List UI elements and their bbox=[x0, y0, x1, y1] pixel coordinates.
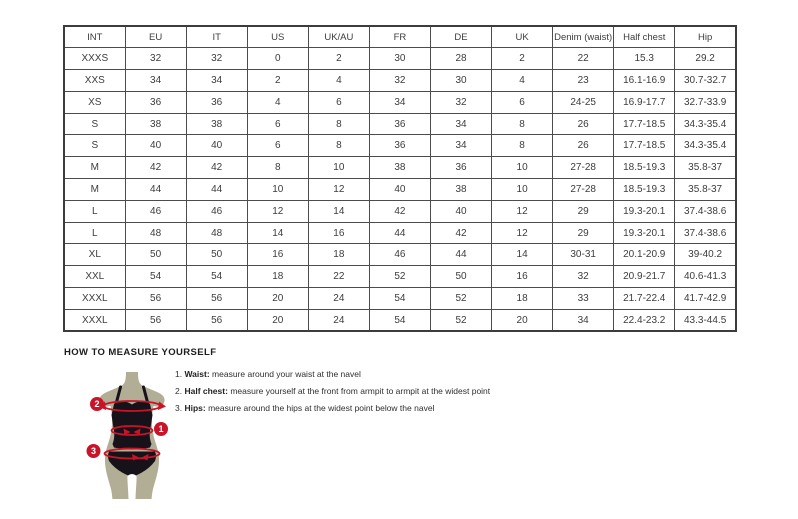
table-cell: 32 bbox=[186, 48, 247, 70]
table-cell: 8 bbox=[492, 113, 553, 135]
table-cell: 27-28 bbox=[553, 179, 614, 201]
table-cell: 18.5-19.3 bbox=[614, 179, 675, 201]
table-cell: 46 bbox=[186, 200, 247, 222]
table-cell: 17.7-18.5 bbox=[614, 135, 675, 157]
table-cell: 42 bbox=[369, 200, 430, 222]
table-cell: 46 bbox=[369, 244, 430, 266]
table-cell: 56 bbox=[125, 309, 186, 331]
table-row bbox=[64, 91, 736, 113]
table-cell: 52 bbox=[430, 309, 491, 331]
table-cell: 40.6-41.3 bbox=[675, 266, 736, 288]
table-cell: 33 bbox=[553, 288, 614, 310]
table-cell: 14 bbox=[247, 222, 308, 244]
table-cell: 29.2 bbox=[675, 48, 736, 70]
table-row bbox=[64, 135, 736, 157]
table-row bbox=[64, 266, 736, 288]
table-cell: 15.3 bbox=[614, 48, 675, 70]
size-label-cell: XXS bbox=[64, 70, 125, 92]
table-cell: 24-25 bbox=[553, 91, 614, 113]
table-cell: 10 bbox=[308, 157, 369, 179]
table-cell: 40 bbox=[369, 179, 430, 201]
size-label-cell: M bbox=[64, 157, 125, 179]
size-label-cell: L bbox=[64, 222, 125, 244]
measure-section-title: HOW TO MEASURE YOURSELF bbox=[64, 347, 217, 358]
table-cell: 54 bbox=[369, 288, 430, 310]
column-header: Hip bbox=[675, 26, 736, 48]
table-cell: 37.4-38.6 bbox=[675, 200, 736, 222]
table-cell: 35.8-37 bbox=[675, 157, 736, 179]
table-cell: 26 bbox=[553, 135, 614, 157]
table-cell: 12 bbox=[308, 179, 369, 201]
table-cell: 18 bbox=[308, 244, 369, 266]
table-cell: 39-40.2 bbox=[675, 244, 736, 266]
table-cell: 10 bbox=[247, 179, 308, 201]
badge-chest bbox=[90, 397, 104, 411]
instruction-number: 1. bbox=[175, 369, 183, 379]
table-cell: 32.7-33.9 bbox=[675, 91, 736, 113]
table-cell: 34 bbox=[430, 135, 491, 157]
table-cell: 8 bbox=[247, 157, 308, 179]
table-cell: 46 bbox=[125, 200, 186, 222]
table-cell: 50 bbox=[430, 266, 491, 288]
table-cell: 20.1-20.9 bbox=[614, 244, 675, 266]
table-cell: 30-31 bbox=[553, 244, 614, 266]
table-cell: 40 bbox=[430, 200, 491, 222]
table-cell: 6 bbox=[492, 91, 553, 113]
table-cell: 2 bbox=[247, 70, 308, 92]
table-cell: 6 bbox=[308, 91, 369, 113]
table-cell: 29 bbox=[553, 200, 614, 222]
table-cell: 10 bbox=[492, 157, 553, 179]
instruction-text: measure yourself at the front from armpit to armpit at the widest point bbox=[230, 386, 491, 396]
table-cell: 24 bbox=[308, 288, 369, 310]
column-header: UK/AU bbox=[308, 26, 369, 48]
table-cell: 6 bbox=[247, 113, 308, 135]
table-cell: 48 bbox=[125, 222, 186, 244]
table-cell: 4 bbox=[247, 91, 308, 113]
measure-instructions bbox=[175, 369, 515, 420]
table-header-row bbox=[64, 26, 736, 48]
table-cell: 16 bbox=[492, 266, 553, 288]
measurement-figure bbox=[80, 371, 185, 501]
table-row bbox=[64, 222, 736, 244]
table-cell: 56 bbox=[186, 288, 247, 310]
table-cell: 52 bbox=[430, 288, 491, 310]
size-label-cell: L bbox=[64, 200, 125, 222]
table-cell: 20.9-21.7 bbox=[614, 266, 675, 288]
table-cell: 12 bbox=[247, 200, 308, 222]
table-cell: 42 bbox=[125, 157, 186, 179]
badge-chest-number: 2 bbox=[94, 399, 100, 410]
table-cell: 34 bbox=[430, 113, 491, 135]
table-cell: 44 bbox=[125, 179, 186, 201]
table-cell: 27-28 bbox=[553, 157, 614, 179]
column-header: Half chest bbox=[614, 26, 675, 48]
table-cell: 16 bbox=[247, 244, 308, 266]
size-label-cell: XXXL bbox=[64, 309, 125, 331]
table-row bbox=[64, 113, 736, 135]
table-cell: 6 bbox=[247, 135, 308, 157]
instruction-half-chest bbox=[175, 386, 515, 396]
table-cell: 54 bbox=[369, 309, 430, 331]
table-cell: 10 bbox=[492, 179, 553, 201]
table-cell: 43.3-44.5 bbox=[675, 309, 736, 331]
table-cell: 50 bbox=[186, 244, 247, 266]
table-row bbox=[64, 288, 736, 310]
table-cell: 20 bbox=[492, 309, 553, 331]
table-cell: 32 bbox=[369, 70, 430, 92]
column-header: IT bbox=[186, 26, 247, 48]
table-row bbox=[64, 244, 736, 266]
table-cell: 40 bbox=[125, 135, 186, 157]
table-cell: 21.7-22.4 bbox=[614, 288, 675, 310]
table-cell: 44 bbox=[430, 244, 491, 266]
table-cell: 50 bbox=[125, 244, 186, 266]
table-cell: 34.3-35.4 bbox=[675, 113, 736, 135]
column-header: US bbox=[247, 26, 308, 48]
table-row bbox=[64, 70, 736, 92]
table-cell: 38 bbox=[186, 113, 247, 135]
table-cell: 14 bbox=[492, 244, 553, 266]
instruction-waist bbox=[175, 369, 515, 379]
table-cell: 44 bbox=[369, 222, 430, 244]
table-cell: 19.3-20.1 bbox=[614, 222, 675, 244]
table-cell: 18.5-19.3 bbox=[614, 157, 675, 179]
table-cell: 2 bbox=[308, 48, 369, 70]
table-cell: 30 bbox=[430, 70, 491, 92]
badge-waist-number: 1 bbox=[158, 424, 164, 435]
table-row bbox=[64, 179, 736, 201]
table-cell: 54 bbox=[125, 266, 186, 288]
badge-hips-number: 3 bbox=[90, 446, 97, 457]
table-cell: 22 bbox=[308, 266, 369, 288]
table-cell: 34 bbox=[369, 91, 430, 113]
table-cell: 34.3-35.4 bbox=[675, 135, 736, 157]
table-cell: 41.7-42.9 bbox=[675, 288, 736, 310]
column-header: DE bbox=[430, 26, 491, 48]
table-cell: 42 bbox=[186, 157, 247, 179]
table-cell: 36 bbox=[369, 113, 430, 135]
table-cell: 52 bbox=[369, 266, 430, 288]
table-cell: 32 bbox=[430, 91, 491, 113]
table-cell: 32 bbox=[553, 266, 614, 288]
size-label-cell: XXXS bbox=[64, 48, 125, 70]
table-cell: 14 bbox=[308, 200, 369, 222]
table-cell: 30.7-32.7 bbox=[675, 70, 736, 92]
table-cell: 22 bbox=[553, 48, 614, 70]
table-cell: 2 bbox=[492, 48, 553, 70]
size-label-cell: S bbox=[64, 113, 125, 135]
table-cell: 36 bbox=[186, 91, 247, 113]
instruction-number: 3. bbox=[175, 403, 183, 413]
instruction-number: 2. bbox=[175, 386, 183, 396]
table-cell: 44 bbox=[186, 179, 247, 201]
table-cell: 36 bbox=[430, 157, 491, 179]
table-row bbox=[64, 48, 736, 70]
size-label-cell: XXL bbox=[64, 266, 125, 288]
table-cell: 34 bbox=[553, 309, 614, 331]
table-cell: 20 bbox=[247, 288, 308, 310]
table-cell: 12 bbox=[492, 200, 553, 222]
size-label-cell: M bbox=[64, 179, 125, 201]
table-row bbox=[64, 157, 736, 179]
table-cell: 8 bbox=[492, 135, 553, 157]
table-cell: 54 bbox=[186, 266, 247, 288]
instruction-text: measure around the hips at the widest point below the navel bbox=[208, 403, 435, 413]
table-cell: 34 bbox=[186, 70, 247, 92]
table-cell: 8 bbox=[308, 113, 369, 135]
size-label-cell: XS bbox=[64, 91, 125, 113]
table-cell: 38 bbox=[430, 179, 491, 201]
table-cell: 36 bbox=[369, 135, 430, 157]
table-cell: 38 bbox=[125, 113, 186, 135]
table-cell: 4 bbox=[308, 70, 369, 92]
table-cell: 0 bbox=[247, 48, 308, 70]
table-cell: 16 bbox=[308, 222, 369, 244]
table-cell: 8 bbox=[308, 135, 369, 157]
table-cell: 18 bbox=[492, 288, 553, 310]
column-header: INT bbox=[64, 26, 125, 48]
table-cell: 18 bbox=[247, 266, 308, 288]
table-cell: 36 bbox=[125, 91, 186, 113]
table-cell: 23 bbox=[553, 70, 614, 92]
instruction-label: Half chest: bbox=[184, 386, 228, 396]
table-cell: 26 bbox=[553, 113, 614, 135]
table-row bbox=[64, 200, 736, 222]
size-table-body bbox=[64, 48, 736, 331]
table-cell: 16.1-16.9 bbox=[614, 70, 675, 92]
size-label-cell: S bbox=[64, 135, 125, 157]
table-cell: 4 bbox=[492, 70, 553, 92]
table-cell: 17.7-18.5 bbox=[614, 113, 675, 135]
table-cell: 34 bbox=[125, 70, 186, 92]
table-cell: 56 bbox=[186, 309, 247, 331]
table-cell: 40 bbox=[186, 135, 247, 157]
table-cell: 42 bbox=[430, 222, 491, 244]
table-cell: 19.3-20.1 bbox=[614, 200, 675, 222]
instruction-text: measure around your waist at the navel bbox=[212, 369, 361, 379]
column-header: Denim (waist) bbox=[553, 26, 614, 48]
instruction-label: Waist: bbox=[184, 369, 210, 379]
table-cell: 28 bbox=[430, 48, 491, 70]
table-cell: 24 bbox=[308, 309, 369, 331]
size-label-cell: XXXL bbox=[64, 288, 125, 310]
badge-waist bbox=[154, 422, 168, 436]
table-cell: 20 bbox=[247, 309, 308, 331]
table-row bbox=[64, 309, 736, 331]
badge-hips bbox=[87, 444, 101, 458]
table-cell: 32 bbox=[125, 48, 186, 70]
table-cell: 30 bbox=[369, 48, 430, 70]
table-cell: 22.4-23.2 bbox=[614, 309, 675, 331]
table-cell: 35.8-37 bbox=[675, 179, 736, 201]
table-cell: 38 bbox=[369, 157, 430, 179]
table-cell: 37.4-38.6 bbox=[675, 222, 736, 244]
instruction-hips bbox=[175, 403, 515, 413]
column-header: UK bbox=[492, 26, 553, 48]
table-cell: 48 bbox=[186, 222, 247, 244]
size-label-cell: XL bbox=[64, 244, 125, 266]
table-cell: 29 bbox=[553, 222, 614, 244]
column-header: FR bbox=[369, 26, 430, 48]
table-cell: 56 bbox=[125, 288, 186, 310]
table-cell: 16.9-17.7 bbox=[614, 91, 675, 113]
instruction-label: Hips: bbox=[184, 403, 206, 413]
table-cell: 12 bbox=[492, 222, 553, 244]
size-conversion-table bbox=[63, 25, 737, 332]
column-header: EU bbox=[125, 26, 186, 48]
